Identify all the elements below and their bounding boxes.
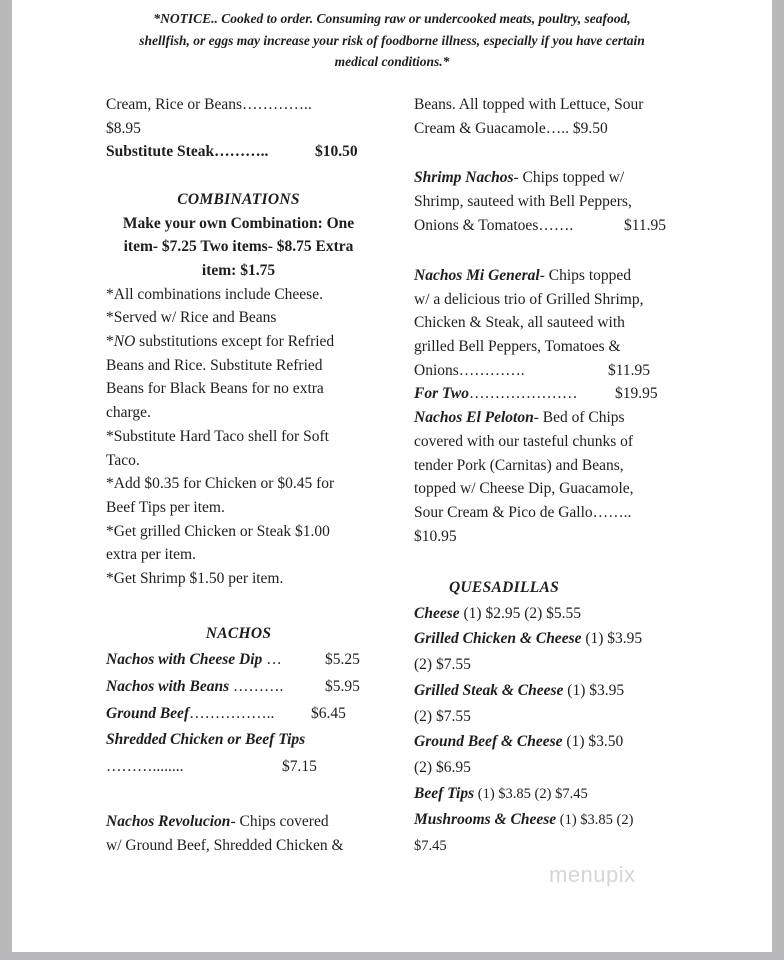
carryover-text: Beans. All topped with Lettuce, Sour	[414, 96, 644, 113]
item-desc-price	[414, 359, 684, 383]
item-name: Mushrooms & Cheese	[414, 811, 557, 829]
right-column	[414, 93, 684, 859]
item-name: Nachos with Cheese Dip	[106, 651, 263, 669]
item-dots: ……………..	[189, 704, 275, 722]
quesadilla-item	[414, 782, 684, 807]
left-column	[106, 93, 371, 858]
item-price: (1) $3.95	[581, 630, 643, 648]
nachos-heading: NACHOS	[205, 625, 272, 643]
item-dots: ……….	[229, 677, 284, 695]
combination-note: extra per item.	[106, 546, 196, 564]
combination-intro: Make your own Combination: One	[122, 214, 355, 232]
item-name: Nachos El Peloton	[414, 409, 534, 427]
item-price: (1) $3.50	[562, 733, 624, 751]
item-desc: Shrimp, sauteed with Bell Peppers,	[414, 192, 632, 210]
item-desc: - Chips topped w/	[513, 169, 625, 187]
item-price: (2) $7.55	[414, 707, 471, 725]
carryover-price: $8.95	[106, 119, 141, 137]
item-desc: tender Pork (Carnitas) and Beans,	[414, 456, 624, 474]
item-price: $10.50	[315, 143, 358, 161]
combination-note: Taco.	[106, 451, 140, 469]
item-desc: w/ a delicious trio of Grilled Shrimp,	[414, 290, 644, 308]
item-name: Cheese	[414, 604, 460, 622]
item-desc: - Chips covered	[230, 813, 329, 831]
item-name: Beef Tips	[414, 784, 475, 802]
item-name: Nachos with Beans	[106, 677, 230, 695]
item-name: Nachos Mi General	[414, 266, 540, 284]
item-price: (1) $2.95 (2) $5.55	[459, 604, 582, 622]
carryover-text: Cream, Rice or Beans…………..	[106, 96, 312, 113]
nachos-revolucion	[106, 810, 371, 834]
item-desc: Onions………….	[414, 361, 525, 379]
health-notice	[0, 8, 784, 73]
combination-note: *Served w/ Rice and Beans	[106, 309, 277, 327]
quesadilla-item	[414, 679, 684, 703]
item-name: Grilled Steak & Cheese	[414, 681, 564, 699]
item-price: (1) $3.95	[563, 681, 625, 699]
notice-line: *NOTICE.. Cooked to order. Consuming raw or undercooked meats, poultry, seafood,	[153, 11, 631, 26]
item-desc: Sour Cream & Pico de Gallo……..	[414, 503, 632, 521]
nachos-mi-general	[414, 264, 684, 288]
item-price: $19.95	[615, 385, 658, 403]
item-price: $5.25	[325, 651, 360, 669]
combination-intro: item: $1.75	[201, 261, 276, 279]
combination-note: *Substitute Hard Taco shell for Soft	[106, 427, 329, 445]
nachos-item	[106, 648, 371, 672]
notice-line: shellfish, or eggs may increase your risk of foodborne illness, especially if you have certain	[139, 32, 645, 48]
item-dots: …………………	[468, 385, 578, 403]
nachos-item	[106, 728, 371, 752]
notice-line: medical conditions.*	[334, 54, 450, 69]
item-name: Grilled Chicken & Cheese	[414, 630, 582, 648]
item-price: $7.45	[414, 838, 447, 855]
combination-intro: item- $7.25 Two items- $8.75 Extra	[123, 238, 354, 256]
for-two-option	[414, 382, 684, 406]
combinations-heading: COMBINATIONS	[177, 190, 300, 208]
item-dots: ………........	[106, 757, 184, 775]
item-price: $6.45	[311, 704, 346, 722]
item-price: $7.15	[282, 757, 317, 775]
menupix-watermark: menupix	[549, 862, 636, 887]
carryover-text: Cream & Guacamole….. $9.50	[414, 119, 608, 137]
combination-note: *All combinations include Cheese.	[106, 285, 323, 303]
item-price: (1) $3.85 (2)	[556, 812, 634, 829]
quesadilla-item	[414, 602, 684, 626]
item-price: (1) $3.85 (2) $7.45	[474, 785, 588, 802]
combination-note: Beans and Rice. Substitute Refried	[106, 356, 323, 374]
combination-note: charge.	[106, 404, 151, 422]
item-name: Ground Beef	[106, 704, 190, 722]
item-price: (2) $6.95	[414, 758, 471, 776]
item-desc: Onions & Tomatoes…….	[414, 216, 574, 234]
item-name: Shredded Chicken or Beef Tips	[106, 731, 306, 749]
item-price: $5.95	[325, 677, 360, 695]
shrimp-nachos	[414, 166, 684, 190]
item-name: Nachos Revolucion	[106, 813, 231, 831]
item-price: $10.95	[414, 527, 457, 545]
item-dots: …	[262, 651, 282, 669]
item-desc: - Bed of Chips	[533, 409, 625, 427]
nachos-item	[106, 675, 371, 699]
quesadilla-item	[414, 730, 684, 754]
item-desc: w/ Ground Beef, Shredded Chicken &	[106, 837, 344, 855]
item-desc: Chicken & Steak, all sauteed with	[414, 314, 625, 332]
item-price: (2) $7.55	[414, 656, 471, 674]
quesadilla-item	[414, 627, 684, 651]
combination-note: *Get grilled Chicken or Steak $1.00	[106, 522, 330, 540]
item-price: $11.95	[624, 216, 667, 234]
item-desc: covered with our tasteful chunks of	[414, 432, 634, 450]
nachos-item	[106, 702, 371, 726]
quesadilla-item	[414, 808, 684, 833]
combination-note: *NO substitutions except for Refried	[106, 333, 335, 351]
nachos-el-peloton	[414, 406, 684, 430]
item-desc: topped w/ Cheese Dip, Guacamole,	[414, 480, 634, 498]
combination-note: *Get Shrimp $1.50 per item.	[106, 570, 284, 588]
item-desc: grilled Bell Peppers, Tomatoes &	[414, 338, 621, 355]
item-name: Substitute Steak………..	[106, 143, 269, 161]
combination-note: Beef Tips per item.	[106, 498, 225, 516]
item-name: Ground Beef & Cheese	[414, 733, 563, 751]
item-desc: - Chips topped	[539, 266, 632, 284]
nachos-item-price-line	[106, 755, 371, 779]
item-name: Shrimp Nachos	[414, 169, 514, 187]
no-emphasis: NO	[113, 333, 136, 351]
combination-note: Beans for Black Beans for no extra	[106, 380, 324, 398]
quesadillas-heading: QUESADILLAS	[448, 579, 560, 597]
item-name: For Two	[414, 385, 469, 403]
item-price: $11.95	[608, 361, 651, 379]
substitute-steak	[106, 140, 371, 164]
combination-note: *Add $0.35 for Chicken or $0.45 for	[106, 475, 335, 493]
item-desc-price	[414, 214, 684, 238]
